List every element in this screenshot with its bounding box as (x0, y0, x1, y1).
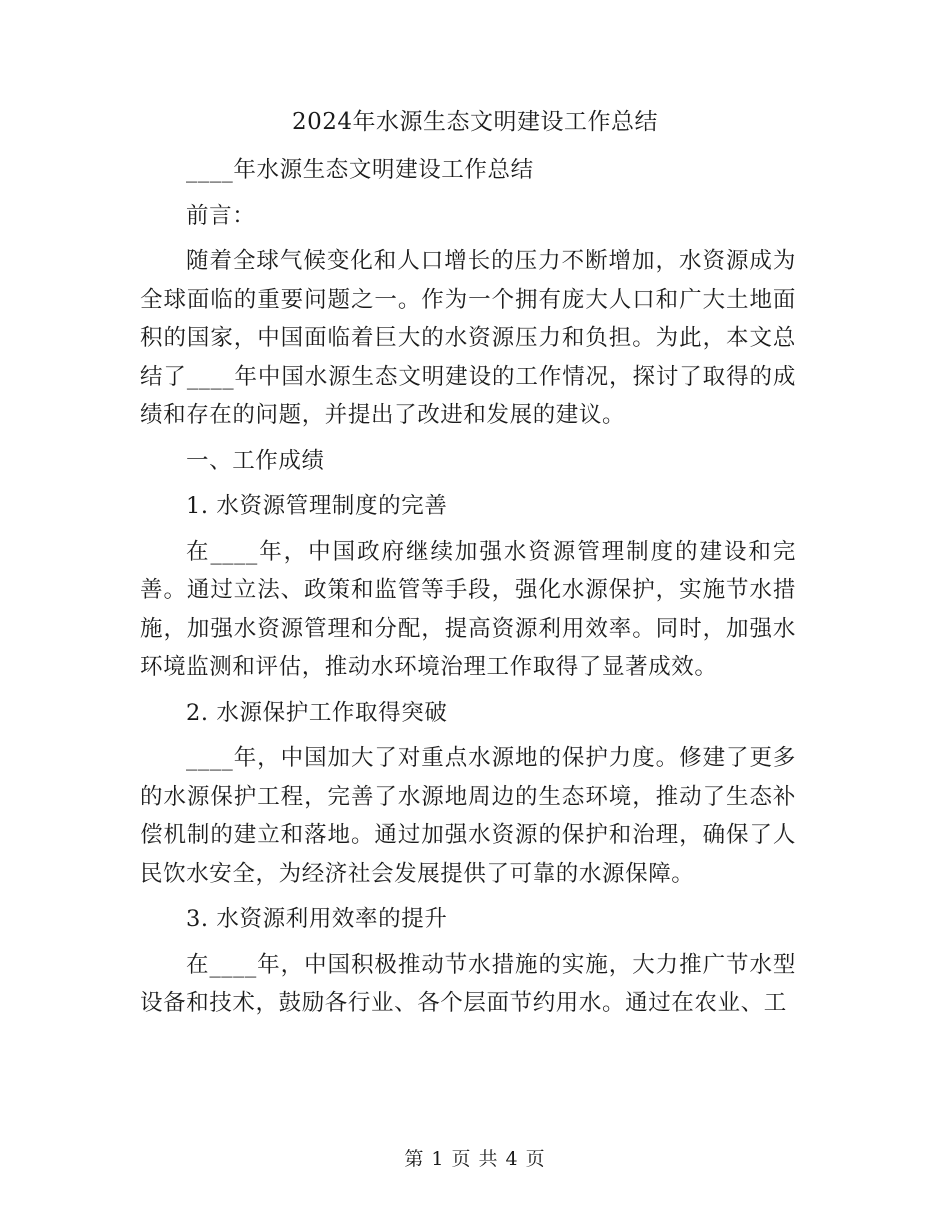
paragraph-source-protection: ____年，中国加大了对重点水源地的保护力度。修建了更多的水源保护工程，完善了水源地周边的生态环境，推动了生态补偿机制的建立和落地。通过加强水资源的保护和治理，确保了人民饮水安全，为经济社会发展提供了可靠的水源保障。 (140, 745, 796, 887)
subheading-management-system: 1. 水资源管理制度的完善 (186, 493, 448, 519)
page-footer: 第 1 页 共 4 页 (404, 1148, 546, 1170)
paragraph-management-system: 在____年，中国政府继续加强水资源管理制度的建设和完善。通过立法、政策和监管等手段，强化水源保护，实施节水措施，加强水资源管理和分配，提高资源利用效率。同时，加强水环境监测和评估，推动水环境治理工作取得了显著成效。 (140, 538, 796, 680)
subheading-efficiency: 3. 水资源利用效率的提升 (186, 906, 448, 932)
paragraph-preface: 随着全球气候变化和人口增长的压力不断增加，水资源成为全球面临的重要问题之一。作为一个拥有庞大人口和广大土地面积的国家，中国面临着巨大的水资源压力和负担。为此，本文总结了____年中国水源生态文明建设的工作情况，探讨了取得的成绩和存在的问题，并提出了改进和发展的建议。 (140, 248, 796, 428)
paragraph-subtitle: ____年水源生态文明建设工作总结 (186, 157, 534, 183)
document-body (140, 151, 796, 1030)
document-title: 2024年水源生态文明建设工作总结 (291, 109, 659, 135)
subheading-source-protection: 2. 水源保护工作取得突破 (186, 699, 448, 726)
section-heading-achievements: 一、工作成绩 (186, 447, 325, 474)
paragraph-preface-heading: 前言： (186, 202, 256, 229)
paragraph-efficiency: 在____年，中国积极推动节水措施的实施，大力推广节水型设备和技术，鼓励各行业、各个层面节约用水。通过在农业、工 (140, 951, 796, 1016)
